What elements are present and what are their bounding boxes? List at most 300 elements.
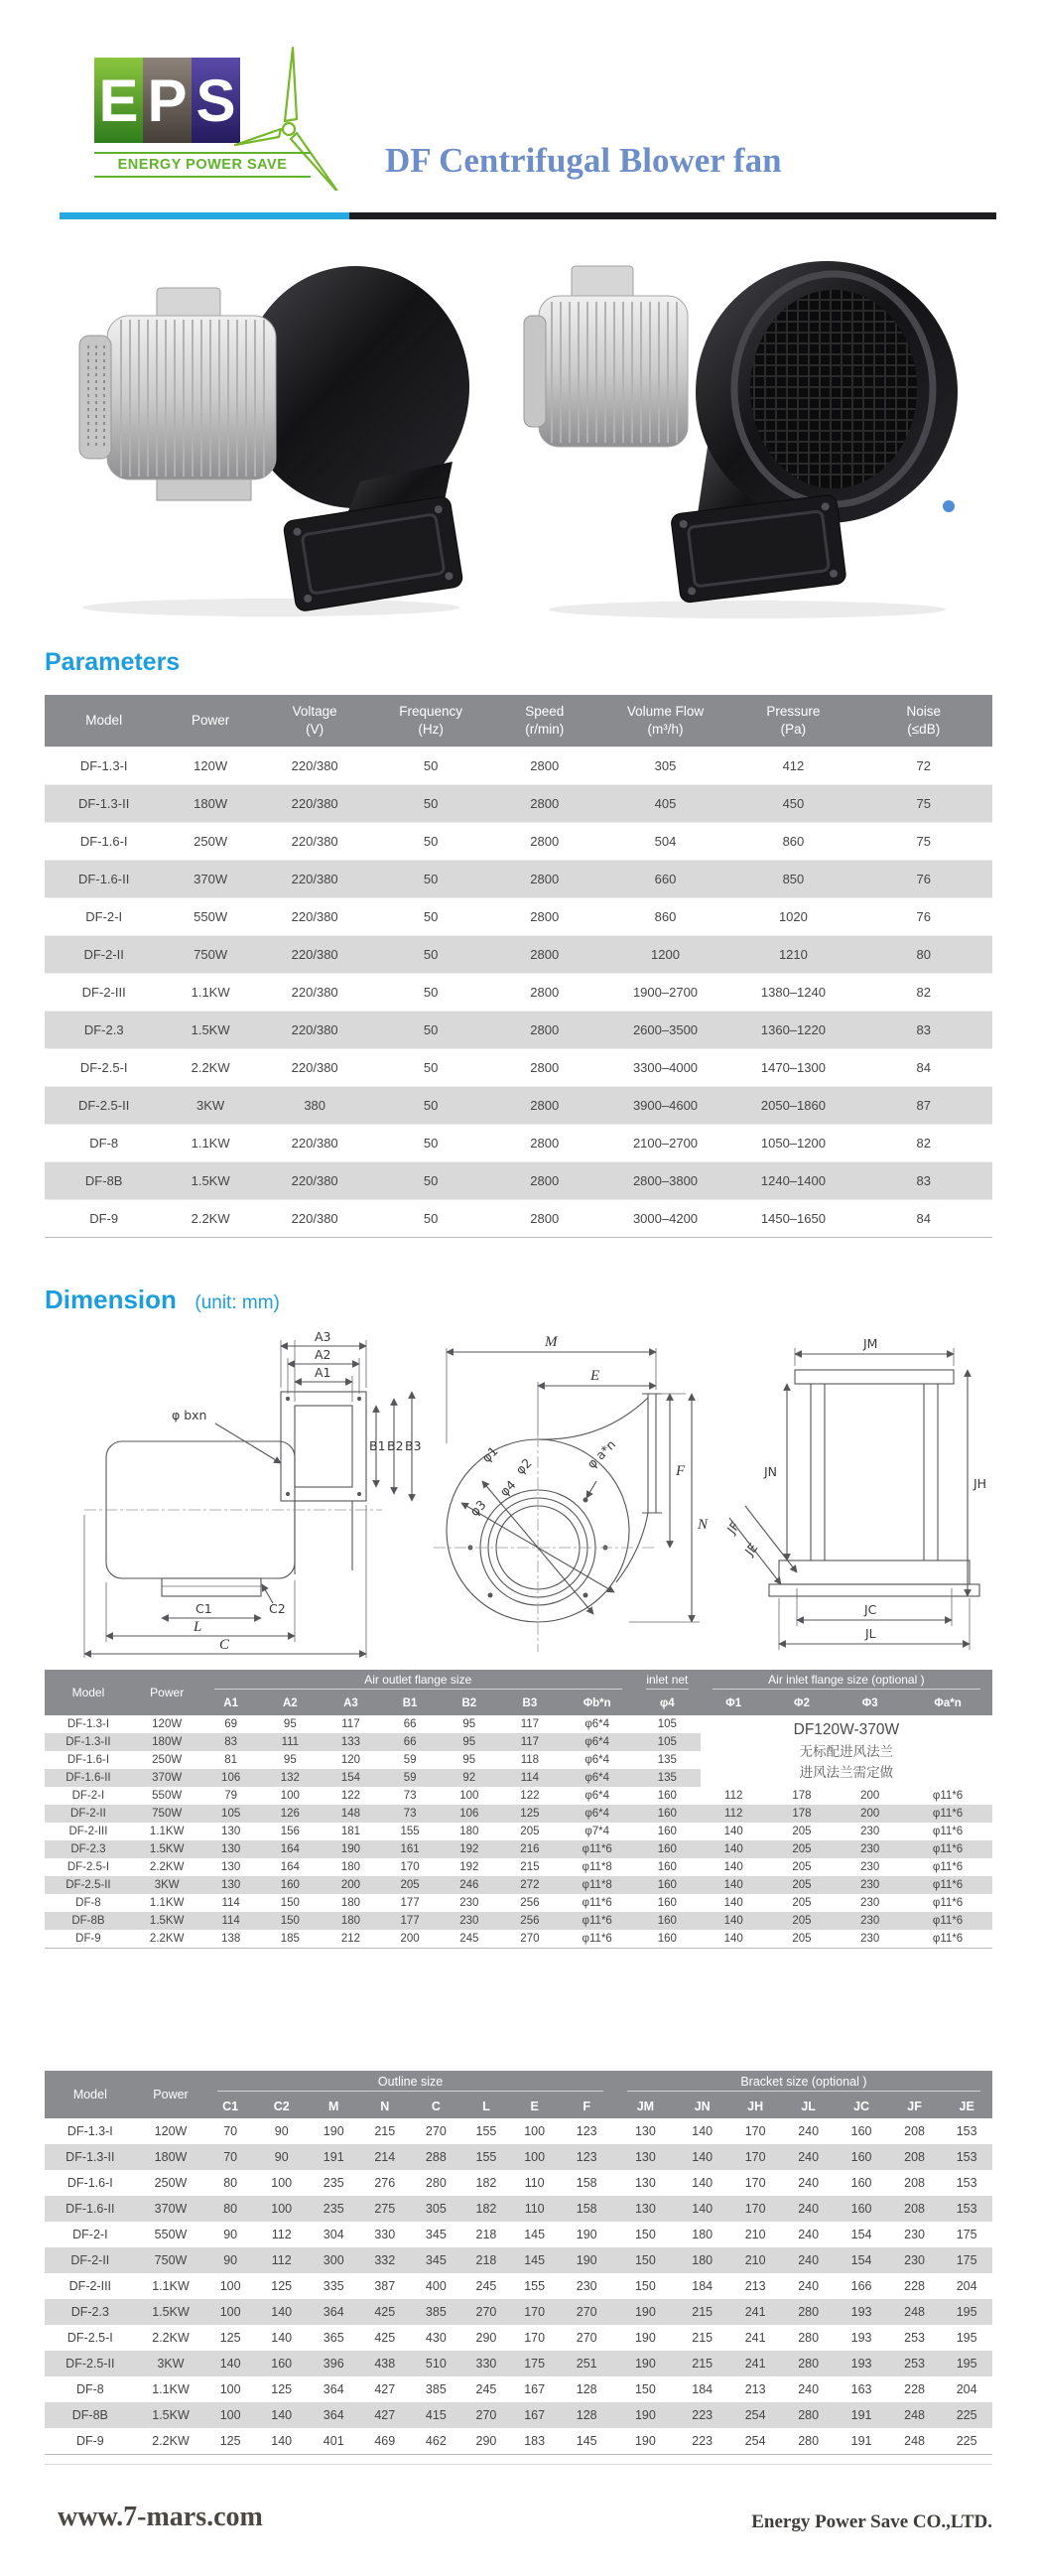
table-cell: 100: [219, 2279, 241, 2293]
table-cell: 254: [744, 2408, 766, 2422]
table-cell: 2.2KW: [149, 1861, 185, 1873]
table-cell: 190: [634, 2305, 656, 2319]
table-cell: 180: [340, 1897, 361, 1909]
table-cell: 220/380: [291, 1136, 338, 1151]
sub-column-header: C2: [255, 2095, 308, 2118]
table-cell: 248: [904, 2434, 925, 2448]
table-cell: 228: [904, 2279, 925, 2293]
table-cell: 1.5KW: [149, 1915, 185, 1927]
table-cell: 183: [524, 2434, 546, 2448]
table-cell: 150: [634, 2382, 656, 2396]
table-cell: 160: [657, 1933, 677, 1945]
table-cell: 425: [374, 2305, 396, 2319]
table-cell: φ11*6: [932, 1933, 964, 1945]
table-cell: 230: [459, 1897, 479, 1909]
table-cell: 220/380: [291, 1022, 338, 1037]
table-cell: 245: [475, 2382, 497, 2396]
table-cell: 1470–1300: [760, 1060, 826, 1075]
parameters-table: [45, 695, 992, 1238]
table-cell: 3KW: [154, 1879, 180, 1891]
table-cell: DF-1.3-II: [65, 1736, 111, 1748]
table-cell: 1.5KW: [152, 2305, 190, 2319]
table-cell: 148: [340, 1808, 361, 1820]
table-cell: 256: [520, 1897, 540, 1909]
table-cell: DF-1.3-II: [65, 2150, 115, 2164]
table-cell: 385: [425, 2305, 447, 2319]
table-cell: 1.5KW: [149, 1843, 185, 1855]
table-cell: 100: [524, 2124, 546, 2138]
sub-column-header: Φ3: [837, 1692, 903, 1715]
table-cell: 2800: [530, 758, 560, 773]
table-cell: DF-2.5-II: [65, 1879, 111, 1891]
table-cell: φ11*6: [582, 1933, 612, 1945]
table-cell: 130: [221, 1826, 241, 1837]
table-cell: 240: [798, 2253, 820, 2267]
table-cell: 270: [520, 1933, 540, 1945]
table-cell: 118: [520, 1754, 540, 1766]
table-cell: DF-1.3-I: [66, 2124, 113, 2138]
table-cell: 170: [744, 2150, 766, 2164]
table-cell: 145: [524, 2253, 546, 2267]
dim-label-b1: B1: [369, 1438, 386, 1453]
table-cell: 120W: [154, 2124, 188, 2138]
table-cell: 50: [423, 758, 439, 773]
table-cell: 223: [692, 2434, 714, 2448]
table-row: [45, 1805, 992, 1823]
table-cell: 50: [423, 796, 439, 811]
table-cell: 2800: [530, 947, 560, 962]
product-photo-left: [79, 266, 469, 616]
table-cell: DF-9: [75, 2434, 104, 2448]
table-cell: 155: [475, 2150, 497, 2164]
table-cell: DF-9: [75, 1933, 101, 1945]
flange-size-table: [45, 1670, 992, 1949]
table-cell: 114: [520, 1772, 540, 1784]
table-cell: 145: [524, 2228, 546, 2241]
table-cell: 50: [423, 834, 439, 849]
dim-label-phi1: φ1: [478, 1443, 501, 1466]
table-cell: 220/380: [291, 758, 338, 773]
table-cell: 280: [798, 2357, 820, 2371]
table-cell: 220/380: [291, 834, 338, 849]
table-cell: 450: [782, 796, 805, 811]
param-column-header: Noise (≤dB): [854, 695, 992, 747]
table-cell: 220/380: [291, 947, 338, 962]
table-cell: DF-2.5-I: [66, 2331, 113, 2345]
table-cell: 200: [340, 1879, 361, 1891]
param-column-header: Model: [45, 695, 163, 747]
table-cell: DF-2-I: [72, 2228, 108, 2241]
parameters-section-title: Parameters: [45, 648, 181, 676]
page-title: DF Centrifugal Blower fan: [385, 141, 782, 180]
table-cell: 178: [792, 1808, 812, 1820]
table-cell: 240: [798, 2176, 820, 2190]
table-row: [45, 1894, 992, 1912]
table-cell: 130: [634, 2202, 656, 2216]
table-cell: 241: [744, 2305, 766, 2319]
table-cell: 50: [423, 947, 439, 962]
table-cell: 850: [782, 872, 805, 886]
product-photo-right: [524, 261, 958, 618]
table-row: [45, 2325, 992, 2351]
table-cell: 164: [280, 1843, 300, 1855]
table-cell: 190: [340, 1843, 361, 1855]
table-cell: 95: [462, 1736, 476, 1748]
table-cell: DF-2.5-I: [79, 1060, 128, 1075]
group-header: Outline size: [205, 2071, 615, 2095]
dim-label-c: C: [219, 1637, 230, 1653]
table-cell: 364: [323, 2382, 344, 2396]
table-cell: 370W: [152, 1772, 183, 1784]
table-cell: 2.2KW: [152, 2331, 190, 2345]
group-header: inlet net: [634, 1670, 701, 1692]
table-cell: 205: [792, 1897, 812, 1909]
table-cell: 415: [425, 2408, 447, 2422]
table-cell: 140: [723, 1826, 743, 1837]
table-cell: φ11*8: [582, 1879, 612, 1891]
table-cell: 177: [400, 1897, 420, 1909]
logo-tagline: ENERGY POWER SAVE: [94, 152, 311, 178]
table-cell: 95: [462, 1754, 476, 1766]
dimension-unit-note: (unit: mm): [195, 1292, 280, 1313]
dim-label-phi-bxn: φ bxn: [172, 1408, 207, 1423]
table-cell: 215: [374, 2124, 396, 2138]
dim-label-jl: JL: [865, 1626, 876, 1641]
table-cell: φ11*6: [932, 1808, 964, 1820]
table-cell: 1.5KW: [191, 1173, 230, 1188]
table-cell: 235: [323, 2202, 344, 2216]
table-cell: 396: [323, 2357, 344, 2371]
table-cell: 105: [221, 1808, 241, 1820]
table-cell: 150: [634, 2228, 656, 2241]
table-cell: 170: [744, 2124, 766, 2138]
table-cell: 160: [657, 1861, 677, 1873]
table-cell: DF-1.3-II: [78, 796, 130, 811]
sub-column-header: A1: [202, 1692, 260, 1715]
table-cell: 95: [462, 1718, 476, 1730]
table-cell: 2800: [530, 1211, 560, 1226]
table-cell: 218: [475, 2253, 497, 2267]
table-cell: 153: [956, 2202, 977, 2216]
table-cell: 380: [304, 1098, 326, 1113]
table-row: [45, 2196, 992, 2222]
table-cell: 204: [956, 2382, 977, 2396]
table-cell: 3KW: [157, 2357, 185, 2371]
table-cell: 190: [323, 2124, 344, 2138]
table-cell: 192: [459, 1843, 479, 1855]
table-cell: φ11*6: [932, 1861, 964, 1873]
table-row: [45, 2247, 992, 2273]
table-row: [45, 2376, 992, 2402]
table-row: [45, 861, 992, 898]
sub-column-header: φ4: [634, 1692, 701, 1715]
table-cell: 160: [657, 1808, 677, 1820]
table-cell: 290: [475, 2434, 497, 2448]
table-cell: 220/380: [291, 1173, 338, 1188]
dim-label-jc: JC: [864, 1602, 877, 1617]
table-cell: 270: [576, 2331, 597, 2345]
table-cell: 230: [860, 1915, 880, 1927]
table-cell: 160: [657, 1790, 677, 1802]
table-cell: 385: [425, 2382, 447, 2396]
table-cell: DF-1.3-I: [66, 1718, 110, 1730]
dim-label-jh: JH: [973, 1476, 987, 1491]
table-row: [45, 1715, 992, 1733]
table-cell: 2800: [530, 1060, 560, 1075]
table-cell: 200: [400, 1933, 420, 1945]
dimension-title-text: Dimension: [45, 1285, 177, 1314]
table-cell: 128: [576, 2408, 597, 2422]
table-cell: 3KW: [196, 1098, 225, 1113]
table-cell: 200: [860, 1790, 880, 1802]
table-cell: 166: [850, 2279, 872, 2293]
table-cell: 154: [850, 2228, 872, 2241]
table-cell: 50: [423, 1098, 439, 1113]
table-cell: 205: [400, 1879, 420, 1891]
table-cell: 220/380: [291, 909, 338, 924]
table-cell: 160: [850, 2176, 872, 2190]
sub-column-header: Φ2: [767, 1692, 838, 1715]
logo-letter-e: E: [94, 58, 143, 143]
dim-label-a3: A3: [315, 1329, 331, 1344]
table-cell: 2800: [530, 985, 560, 1000]
table-cell: 50: [423, 1060, 439, 1075]
table-cell: 427: [374, 2382, 396, 2396]
table-cell: 100: [271, 2202, 293, 2216]
sub-column-header: JC: [835, 2095, 887, 2118]
table-cell: 123: [576, 2150, 597, 2164]
table-cell: 401: [323, 2434, 344, 2448]
table-cell: 160: [657, 1897, 677, 1909]
table-cell: 130: [221, 1861, 241, 1873]
table-cell: 140: [723, 1897, 743, 1909]
table-cell: 276: [374, 2176, 396, 2190]
dim-label-a1: A1: [315, 1365, 331, 1380]
table-cell: 2.2KW: [149, 1933, 185, 1945]
table-row: [45, 747, 992, 785]
table-cell: 750W: [152, 1808, 183, 1820]
table-cell: 345: [425, 2253, 447, 2267]
table-cell: 270: [475, 2305, 497, 2319]
table-cell: 2.2KW: [191, 1211, 230, 1226]
group-header: Air inlet flange size (optional ): [701, 1670, 992, 1692]
table-cell: 180: [692, 2253, 714, 2267]
table-row: [45, 1162, 992, 1200]
table-cell: 160: [657, 1879, 677, 1891]
table-cell: 82: [916, 985, 931, 1000]
table-cell: 105: [657, 1718, 677, 1730]
bracket-view-drawing: [723, 1336, 986, 1650]
table-cell: 469: [374, 2434, 396, 2448]
table-cell: 100: [280, 1790, 300, 1802]
table-cell: 230: [860, 1843, 880, 1855]
table-cell: 138: [221, 1933, 241, 1945]
table-cell: 241: [744, 2331, 766, 2345]
table-cell: 73: [403, 1808, 417, 1820]
table-cell: 154: [340, 1772, 361, 1784]
table-cell: 155: [475, 2124, 497, 2138]
table-cell: 230: [904, 2253, 925, 2267]
table-row: [45, 2118, 992, 2144]
table-cell: 220/380: [291, 985, 338, 1000]
table-cell: 181: [340, 1826, 361, 1837]
logo-letter-p: P: [143, 58, 192, 143]
table-cell: 66: [403, 1736, 417, 1748]
table-cell: DF-1.6-I: [66, 1754, 110, 1766]
table-cell: 132: [280, 1772, 300, 1784]
table-cell: DF-1.3-I: [79, 758, 128, 773]
table-row: [45, 936, 992, 974]
table-cell: 2800: [530, 796, 560, 811]
table-cell: 272: [520, 1879, 540, 1891]
table-cell: 228: [904, 2382, 925, 2396]
table-cell: DF-2-III: [81, 985, 126, 1000]
table-cell: 253: [904, 2357, 925, 2371]
table-cell: 140: [723, 1843, 743, 1855]
table-cell: 304: [323, 2228, 344, 2241]
table-cell: 208: [904, 2124, 925, 2138]
table-cell: 208: [904, 2176, 925, 2190]
table-cell: 90: [223, 2253, 238, 2267]
table-cell: 150: [634, 2279, 656, 2293]
table-cell: 225: [956, 2434, 977, 2448]
table-cell: 860: [654, 909, 677, 924]
table-cell: 290: [475, 2331, 497, 2345]
table-cell: 130: [221, 1879, 241, 1891]
table-cell: 1450–1650: [760, 1211, 826, 1226]
table-cell: 111: [281, 1736, 300, 1748]
table-cell: 205: [792, 1843, 812, 1855]
dim-label-phi-an: φ a*n: [584, 1436, 619, 1472]
table-cell: 50: [423, 1022, 439, 1037]
table-cell: 280: [425, 2176, 447, 2190]
table-cell: 364: [323, 2305, 344, 2319]
table-cell: 240: [798, 2382, 820, 2396]
table-cell: 240: [798, 2279, 820, 2293]
table-cell: 170: [524, 2305, 546, 2319]
sub-column-header: C1: [205, 2095, 255, 2118]
table-cell: 1.5KW: [152, 2408, 190, 2422]
sub-column-header: JH: [728, 2095, 781, 2118]
table-cell: 215: [692, 2357, 714, 2371]
table-cell: 167: [524, 2408, 546, 2422]
table-cell: 3000–4200: [632, 1211, 699, 1226]
table-cell: 1.1KW: [152, 2382, 190, 2396]
table-cell: 158: [576, 2176, 597, 2190]
note-line-2: 进风法兰需定做: [799, 1765, 894, 1780]
table-cell: 235: [323, 2176, 344, 2190]
table-cell: φ6*4: [584, 1754, 610, 1766]
table-cell: 430: [425, 2331, 447, 2345]
table-cell: 160: [657, 1843, 677, 1855]
table-cell: 184: [692, 2382, 714, 2396]
table-cell: 2800–3800: [632, 1173, 699, 1188]
table-cell: 1.1KW: [149, 1897, 185, 1909]
table-row: [45, 1049, 992, 1087]
dim-label-phi2: φ2: [512, 1455, 535, 1478]
table-cell: 160: [657, 1915, 677, 1927]
table-cell: 190: [576, 2228, 597, 2241]
table-row: [45, 1200, 992, 1238]
table-cell: 550W: [154, 2228, 188, 2241]
table-cell: 80: [223, 2202, 238, 2216]
table-cell: 2800: [530, 1022, 560, 1037]
table-cell: 2800: [530, 1136, 560, 1151]
table-cell: 215: [520, 1861, 540, 1873]
table-cell: φ11*6: [932, 1826, 964, 1837]
table-cell: φ11*6: [932, 1915, 964, 1927]
table-cell: 50: [423, 1211, 439, 1226]
table-cell: φ6*4: [584, 1718, 610, 1730]
table-cell: 205: [792, 1861, 812, 1873]
table-cell: 405: [654, 796, 677, 811]
table-cell: 106: [221, 1772, 241, 1784]
table-cell: 2600–3500: [632, 1022, 699, 1037]
table-cell: 170: [524, 2331, 546, 2345]
table-cell: 178: [792, 1790, 812, 1802]
table-cell: 122: [340, 1790, 361, 1802]
table-cell: 660: [654, 872, 677, 886]
dim-label-phi3: φ3: [466, 1497, 489, 1520]
table-cell: 50: [423, 1136, 439, 1151]
table-cell: 2050–1860: [760, 1098, 826, 1113]
note-line-1: 无标配进风法兰: [799, 1744, 894, 1760]
table-cell: 230: [860, 1861, 880, 1873]
table-cell: 140: [271, 2408, 293, 2422]
table-cell: 120: [340, 1754, 361, 1766]
table-cell: 130: [634, 2150, 656, 2164]
table-cell: 1240–1400: [760, 1173, 826, 1188]
table-cell: 190: [634, 2331, 656, 2345]
table-cell: 270: [425, 2124, 447, 2138]
table-cell: 218: [475, 2228, 497, 2241]
column-header-power: Power: [136, 2071, 206, 2118]
table-cell: 184: [692, 2279, 714, 2293]
table-cell: 195: [956, 2331, 977, 2345]
table-cell: 205: [792, 1933, 812, 1945]
table-cell: DF-2-III: [68, 1826, 108, 1837]
sub-column-header: JE: [941, 2095, 992, 2118]
table-cell: 92: [462, 1772, 476, 1784]
sub-column-header: N: [359, 2095, 411, 2118]
table-cell: 240: [798, 2228, 820, 2241]
table-cell: φ11*6: [582, 1915, 612, 1927]
table-cell: 140: [692, 2150, 714, 2164]
table-row: [45, 1087, 992, 1125]
table-cell: 438: [374, 2357, 396, 2371]
table-cell: 205: [520, 1826, 540, 1837]
header-divider-black: [349, 212, 996, 219]
table-cell: 125: [219, 2331, 241, 2345]
table-cell: 75: [916, 834, 931, 849]
table-cell: 364: [323, 2408, 344, 2422]
table-row: [45, 1823, 992, 1840]
dim-label-b3: B3: [405, 1438, 422, 1453]
table-cell: 214: [374, 2150, 396, 2164]
table-cell: 504: [654, 834, 677, 849]
table-cell: 110: [524, 2176, 545, 2190]
table-cell: 280: [798, 2305, 820, 2319]
dim-label-phi4: φ4: [496, 1477, 519, 1500]
table-cell: 208: [904, 2150, 925, 2164]
table-cell: 190: [634, 2357, 656, 2371]
table-cell: 185: [280, 1933, 300, 1945]
table-cell: DF-2-II: [70, 2253, 110, 2267]
note-model-range: DF120W-370W: [793, 1721, 900, 1739]
table-cell: 270: [475, 2408, 497, 2422]
table-cell: 90: [274, 2150, 289, 2164]
table-cell: 190: [576, 2253, 597, 2267]
